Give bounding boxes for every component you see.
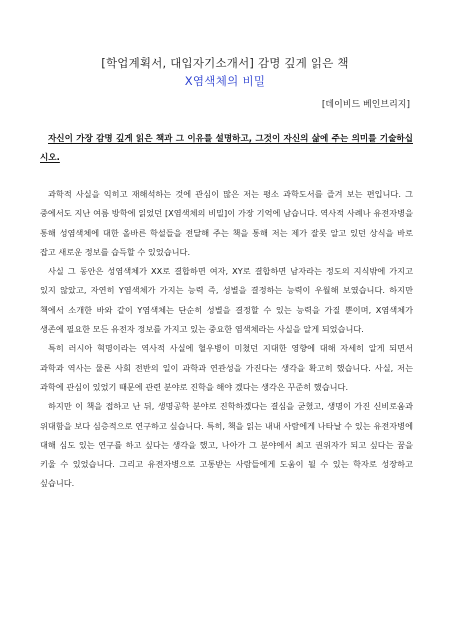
essay-paragraph: 특히 러시아 혁명이라는 역사적 사실에 혈우병이 미쳤던 지대한 영향에 대해 자세히 알게 되면서 과학과 역사는 물론 사회 전반의 일이 과학과 연관성을 가진다는 생각을 확고히 했습니다. 사실, 저는 과학에 관심이 있었기 때문에 관련 분야로 진학을 해야 겠다는 생각은 꾸준히 했습니다. [40, 343, 413, 392]
document-title: [학업계획서, 대입자기소개서] 감명 깊게 읽은 책 [101, 56, 349, 70]
essay-paragraph: 사실 그 동안은 성염색체가 XX로 결합하면 여자, XY로 결합하면 남자라는 정도의 지식밖에 가지고 있지 않았고, 자연히 Y염색체가 가지는 능력 즉, 성별을 결정하는 능력이 우월해 보였습니다. 하지만 책에서 소개한 바와 같이 Y염색체는 단순히 성별을 결정할 수 있는 능력을 가질 뿐이며, X염색체가 생존에 필요한 모든 유전자 정보를 가지고 있는 중요한 염색체라는 사실을 알게 되었습니다. [40, 266, 413, 335]
essay-paragraph: 하지만 이 책을 접하고 난 뒤, 생명공학 분야로 진학하겠다는 결심을 굳혔고, 생명이 가진 신비로움과 위대함을 보다 심층적으로 연구하고 싶습니다. 특히, 책을 읽는 내내 사람에게 나타날 수 있는 유전자병에 대해 심도 있는 연구를 하고 싶다는 생각을 했고, 나아가 그 분야에서 최고 권위자가 되고 싶다는 꿈을 키울 수 있었습니다. 그리고 유전자병으로 고통받는 사람들에게 도움이 될 수 있는 학자로 성장하고 싶습니다. [40, 401, 413, 489]
essay-body [40, 185, 413, 494]
book-author: [데이비드 베인브리지] [321, 100, 410, 110]
essay-paragraph: 과학적 사실을 익히고 재해석하는 것에 관심이 많은 저는 평소 과학도서를 즐겨 보는 편입니다. 그 중에서도 지난 여름 방학에 읽었던 [X염색체의 비밀]이 가장 기억에 남습니다. 역사적 사례나 유전자병을 통해 성염색체에 대한 올바른 학설들을 전달해 주는 책을 통해 저는 제가 잘못 알고 있던 상식을 바로 잡고 새로운 정보를 습득할 수 있었습니다. [40, 189, 413, 257]
essay-question: 자신이 가장 감명 깊게 읽은 책과 그 이유를 설명하고, 그것이 자신의 삶에 주는 의미를 기술하십시오. [40, 134, 413, 163]
book-title: X염색체의 비밀 [184, 74, 266, 88]
